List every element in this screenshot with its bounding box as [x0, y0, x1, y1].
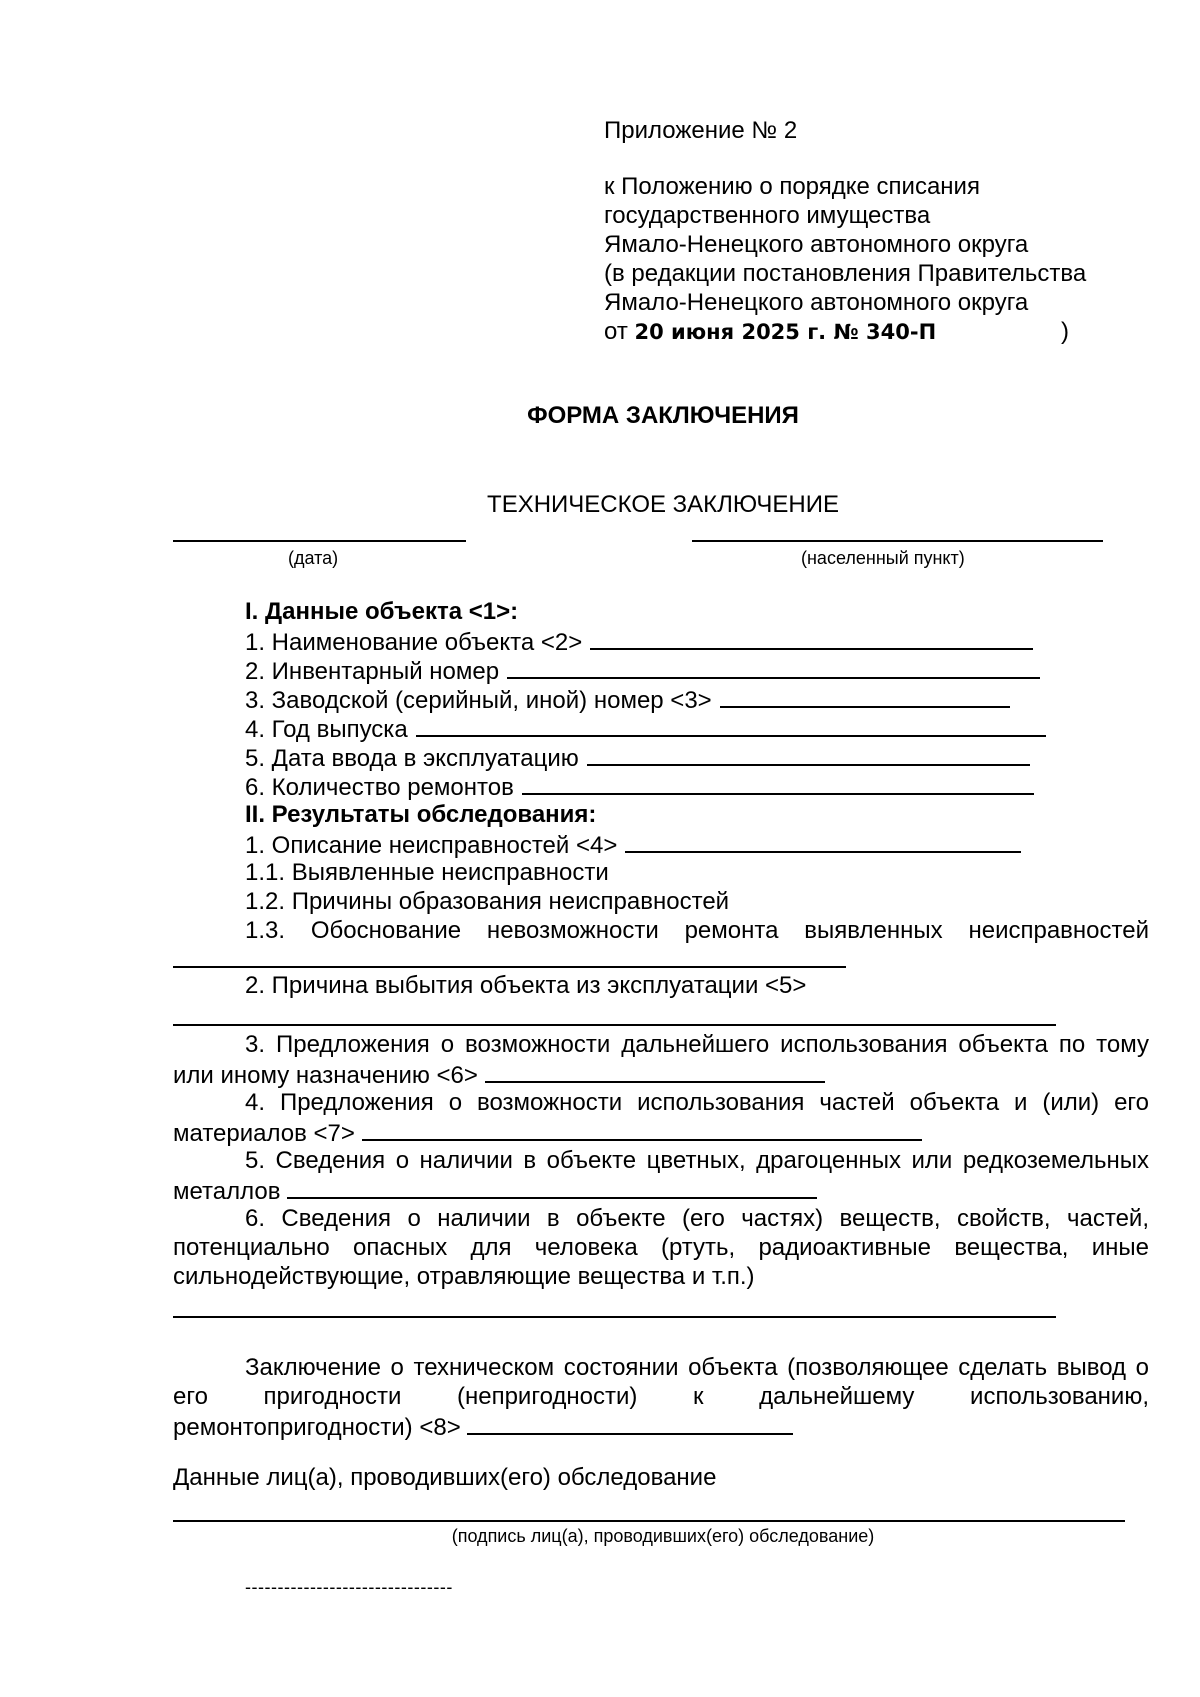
decommission-reason-blank-line[interactable] [173, 1024, 1056, 1026]
faults-description-blank[interactable] [625, 829, 1021, 853]
section-1-title: I. Данные объекта <1>: [245, 598, 519, 625]
commissioning-date-row [245, 742, 1030, 773]
inventory-number-row [245, 655, 1040, 686]
decree-date-number: 20 июня 2025 г. № 340-П [634, 320, 937, 344]
signature-caption: (подпись лиц(а), проводивших(его) обследование) [451, 1526, 875, 1546]
technical-condition-conclusion [173, 1353, 1149, 1442]
metals-info [173, 1146, 1149, 1206]
object-name-label: 1. Наименование объекта <2> [245, 629, 583, 656]
conclusion-text: Заключение о техническом состоянии объекта (позволяющее сделать вывод о его пригодности (непригодности) к дальнейшему использованию, ремонтопригодности) <8> [173, 1354, 1149, 1441]
object-name-blank[interactable] [590, 626, 1033, 650]
justification-blank-line[interactable] [173, 966, 846, 968]
parts-use-proposals [173, 1088, 1149, 1148]
repairs-count-label: 6. Количество ремонтов [245, 774, 514, 801]
parts-use-proposals-blank[interactable] [362, 1117, 922, 1141]
date-blank-line[interactable] [173, 540, 466, 542]
header-line-5: Ямало-Ненецкого автономного округа [604, 289, 1029, 316]
repair-impossibility-justification: 1.3. Обоснование невозможности ремонта выявленных неисправностей [245, 917, 1149, 944]
repairs-count-blank[interactable] [522, 771, 1034, 795]
serial-number-row [245, 684, 1010, 715]
further-use-proposals-text: 3. Предложения о возможности дальнейшего использования объекта по тому или иному назначению <6> [173, 1031, 1149, 1089]
serial-number-label: 3. Заводской (серийный, иной) номер <3> [245, 687, 712, 714]
header-date-line [604, 317, 936, 347]
release-year-blank[interactable] [416, 713, 1046, 737]
conclusion-blank[interactable] [467, 1411, 793, 1435]
appendix-number: Приложение № 2 [604, 117, 798, 144]
parts-use-proposals-text: 4. Предложения о возможности использования частей объекта и (или) его материалов <7> [173, 1089, 1149, 1147]
object-name-row [245, 626, 1033, 657]
release-year-label: 4. Год выпуска [245, 716, 408, 743]
serial-number-blank[interactable] [720, 684, 1010, 708]
repairs-count-row [245, 771, 1034, 802]
header-line-1: к Положению о порядке списания [604, 173, 980, 200]
metals-info-blank[interactable] [287, 1175, 817, 1199]
inventory-number-blank[interactable] [507, 655, 1040, 679]
footnote-separator: -------------------------------- [245, 1577, 453, 1597]
hazardous-substances-info: 6. Сведения о наличии в объекте (его частях) веществ, свойств, частей, потенциально опасных для человека (ртуть, радиоактивные вещества, иные сильнодействующие, отравляющие вещества и т.п.) [173, 1205, 1149, 1290]
metals-info-text: 5. Сведения о наличии в объекте цветных, драгоценных или редкоземельных металлов [173, 1147, 1149, 1205]
header-line-3: Ямало-Ненецкого автономного округа [604, 231, 1029, 258]
faults-description-row [245, 829, 1021, 860]
decommission-reason: 2. Причина выбытия объекта из эксплуатации <5> [245, 972, 807, 999]
release-year-row [245, 713, 1046, 744]
section-2-title: II. Результаты обследования: [245, 801, 597, 828]
detected-faults: 1.1. Выявленные неисправности [245, 859, 609, 886]
commissioning-date-label: 5. Дата ввода в эксплуатацию [245, 745, 579, 772]
place-blank-line[interactable] [692, 540, 1103, 542]
further-use-proposals [173, 1030, 1149, 1090]
fault-causes: 1.2. Причины образования неисправностей [245, 888, 730, 915]
header-line-4: (в редакции постановления Правительства [604, 260, 1087, 287]
date-caption: (дата) [288, 548, 339, 568]
header-line-2: государственного имущества [604, 202, 931, 229]
place-caption: (населенный пункт) [801, 548, 965, 568]
faults-description-label: 1. Описание неисправностей <4> [245, 832, 618, 859]
document-title: ТЕХНИЧЕСКОЕ ЗАКЛЮЧЕНИЕ [487, 491, 839, 518]
header-close-paren: ) [1061, 318, 1069, 345]
commissioning-date-blank[interactable] [587, 742, 1030, 766]
signature-blank-line[interactable] [173, 1520, 1125, 1522]
further-use-proposals-blank[interactable] [485, 1059, 825, 1083]
inventory-number-label: 2. Инвентарный номер [245, 658, 500, 685]
persons-label: Данные лиц(а), проводивших(его) обследование [173, 1464, 717, 1491]
hazardous-substances-blank-line[interactable] [173, 1316, 1056, 1318]
form-title: ФОРМА ЗАКЛЮЧЕНИЯ [527, 402, 799, 429]
date-prefix: от [604, 318, 628, 345]
